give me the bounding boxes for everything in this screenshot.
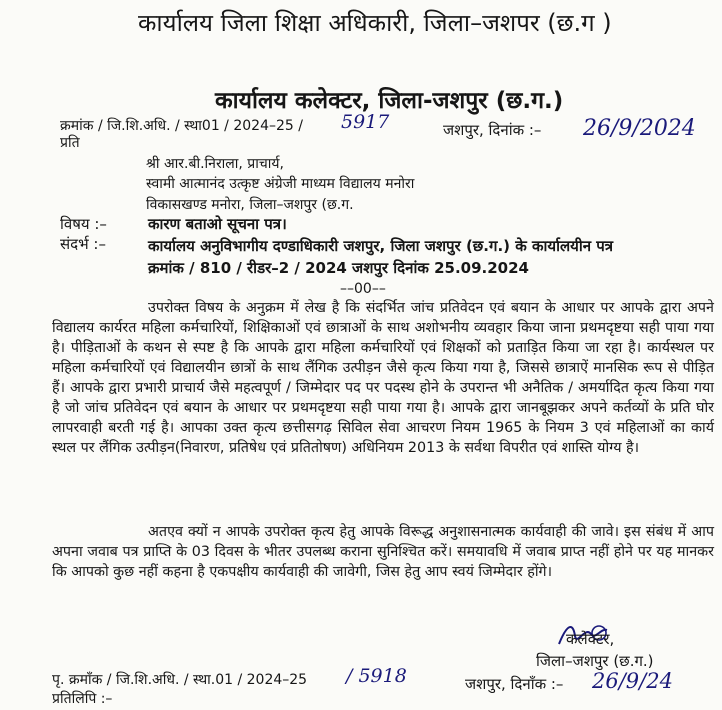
endorsement-date: 26/9/24 xyxy=(592,669,673,693)
letter-ref-prefix: क्रमांक / जि.शि.अधि. / स्था01 / 2024–25 / xyxy=(60,118,303,134)
signature-district: जिला–जशपुर (छ.ग.) xyxy=(536,652,654,670)
subject-text: कारण बताओ सूचना पत्र। xyxy=(148,215,287,233)
signature-designation: कलेक्टर, xyxy=(566,630,615,648)
subject-label: विषय :– xyxy=(60,215,107,233)
office-title: कार्यालय जिला शिक्षा अधिकारी, जिला–जशपर (छ.ग ) xyxy=(138,9,612,37)
recipient-line-2: स्वामी आत्मानंद उत्कृष्ट अंग्रेजी माध्यम विद्यालय मनोरा xyxy=(146,176,415,192)
body-paragraph-2: अतएव क्यों न आपके उपरोक्त कृत्य हेतु आपके विरूद्ध अनुशासनात्मक कार्यवाही की जावे। इस संबंध में आप अपना जवाब पत्र प्राप्ति के 03 दिवस के भीतर उपलब्ध कराना सुनिश्चित करें। समयावधि में जवाब प्राप्त नहीं होने पर यह मानकर कि आपको कुछ नहीं कहना है एकपक्षीय कार्यवाही की जावेगी, जिस हेतु आप स्वयं जिम्मेदार होंगे। xyxy=(52,524,714,580)
letter-ref-number: 5917 xyxy=(341,111,390,133)
letter-date: 26/9/2024 xyxy=(583,116,696,141)
endorsement-ref-number: / 5918 xyxy=(346,665,407,687)
place-date-label: जशपुर, दिनांक :– xyxy=(443,121,542,139)
endorsement-ref-prefix: पृ. क्रमाँक / जि.शि.अधि. / स्था.01 / 2024–25 xyxy=(52,672,308,688)
body-paragraph-1: उपरोक्त विषय के अनुक्रम में लेख है कि संदर्भित जांच प्रतिवेदन एवं बयान के आधार पर आपके द्वारा अपने विद्यालय कार्यरत महिला कर्मचारियों, शिक्षिकाओं एवं छात्राओं के साथ अशोभनीय व्यवहार किया जाना प्रथमदृष्टया सही पाया गया है। पीड़िताओं के कथन से स्पष्ट है कि आपके द्वारा महिला कर्मचारियों एवं शिक्षकों को प्रताड़ित किया जा रहा है। कार्यस्थल पर महिला कर्मचारियों एवं विद्यालयीन छात्रों के साथ लैंगिक उत्पीड़न जैसे कृत्य किया गया है, जिससे छात्राऐं मानसिक रूप से पीड़ित हैं। आपके द्वारा प्रभारी प्राचार्य जैसे महत्वपूर्ण / जिम्मेदार पद पर पदस्थ होने के उपरान्त भी अनैतिक / अमर्यादित कृत्य किया गया है जो जांच प्रतिवेदन एवं बयान के आधार पर प्रथमदृष्टया सही पाया गया है। आपके द्वारा जानबूझकर अपने कर्तव्यों के प्रति घोर लापरवाही बरती गई है। आपका उक्त कृत्य छत्तीसगढ़ सिविल सेवा आचरण नियम 1965 के नियम 3 एवं महिलाओं का कार्य स्थल पर लैंगिक उत्पीड़न(निवारण, प्रतिषेध एवं प्रतितोषण) अधिनियम 2013 के सर्वथा विपरीत एवं शास्ति योग्य है। xyxy=(52,300,714,456)
separator: ––00–– xyxy=(340,281,386,297)
reference-label: संदर्भ :– xyxy=(60,235,106,253)
to-label: प्रति xyxy=(60,135,80,151)
reference-line-1: कार्यालय अनुविभागीय दण्डाधिकारी जशपुर, जिला जशपुर (छ.ग.) के कार्यालयीन पत्र xyxy=(148,237,614,255)
recipient-line-3: विकासखण्ड मनोरा, जिला–जशपुर (छ.ग. xyxy=(146,197,354,213)
recipient-line-1: श्री आर.बी.निराला, प्राचार्य, xyxy=(146,156,284,172)
endorsement-place-date-label: जशपुर, दिनाँक :– xyxy=(465,675,564,693)
copy-label: प्रतिलिपि :– xyxy=(52,691,113,707)
collector-title: कार्यालय कलेक्टर, जिला-जशपुर (छ.ग.) xyxy=(215,88,564,114)
reference-line-2: क्रमांक / 810 / रीडर–2 / 2024 जशपुर दिनांक 25.09.2024 xyxy=(148,259,529,277)
